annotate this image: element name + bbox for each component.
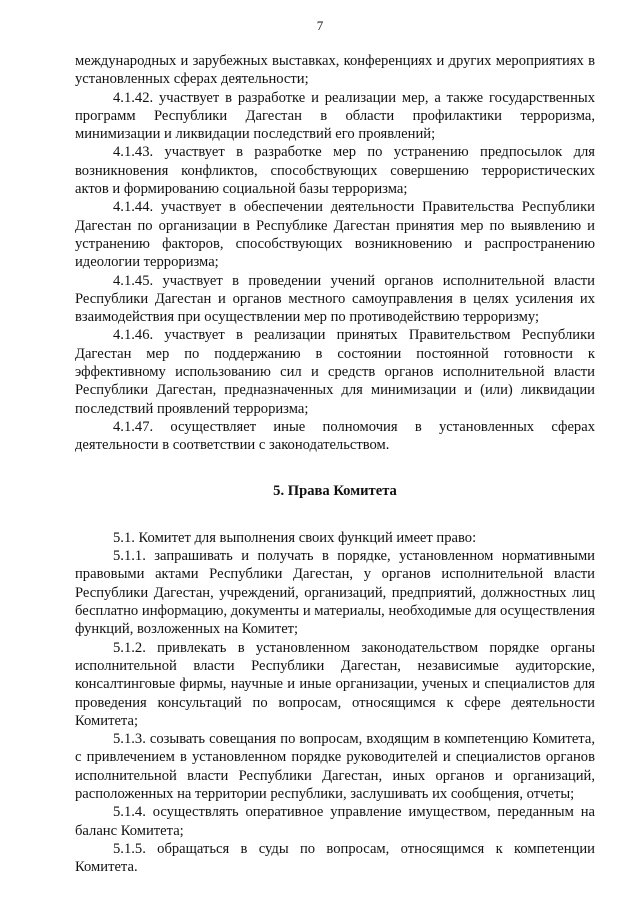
section-heading: 5. Права Комитета (273, 482, 397, 499)
paragraph-4-1-46: 4.1.46. участвует в реализации принятых Правительством Республики Дагестан мер по поддержанию в состоянии постоянной готовности к эффективному использованию сил и средств органов исполнительной власти Республики Дагестан, предназначенных для минимизации и (или) ликвидации последствий проявлений терроризма; (75, 327, 595, 417)
paragraph-5-1-3: 5.1.3. созывать совещания по вопросам, входящим в компетенцию Комитета, с привлечением в установленном порядке руководителей и специалистов органов исполнительной власти Республики Дагестан, иных органов и организаций, расположенных на территории республики, заслушивать их сообщения, отчеты; (75, 731, 595, 802)
paragraph-5-1: 5.1. Комитет для выполнения своих функций имеет право: (113, 529, 477, 546)
page-number: 7 (316, 18, 324, 33)
paragraph-5-1-5: 5.1.5. обращаться в суды по вопросам, относящимся к компетенции Комитета. (75, 840, 595, 876)
paragraph-4-1-44: 4.1.44. участвует в обеспечении деятельности Правительства Республики Дагестан по организации в Республике Дагестан принятия мер по выявлению и устранению факторов, способствующих возникновению и распространению идеологии терроризма; (75, 199, 595, 271)
paragraph-5-1-2: 5.1.2. привлекать в установленном законодательством порядке органы исполнительной власти Республики Дагестан, независимые аудиторские, консалтинговые фирмы, научные и иные организации, ученых и специалистов для проведения консультаций по вопросам, относящимся к сфере деятельности Комитета; (75, 639, 595, 729)
paragraph-4-1-42: 4.1.42. участвует в разработке и реализации мер, а также государственных программ Республики Дагестан в области профилактики терроризма, минимизации и ликвидации последствий его проявлений; (75, 89, 595, 143)
paragraph-continuation: международных и зарубежных выставках, конференциях и других мероприятиях в установленных сферах деятельности; (75, 53, 595, 88)
paragraph-5-1-4: 5.1.4. осуществлять оперативное управление имуществом, переданным на баланс Комитета; (75, 804, 595, 839)
paragraph-4-1-43: 4.1.43. участвует в разработке мер по устранению предпосылок для возникновения конфликтов, способствующих совершению террористических актов и формированию социальной базы терроризма; (75, 144, 595, 198)
paragraph-4-1-45: 4.1.45. участвует в проведении учений органов исполнительной власти Республики Дагестан и органов местного самоуправления в целях усиления их взаимодействия при осуществлении мер по противодействию терроризму; (75, 272, 595, 326)
document-body (75, 52, 595, 876)
paragraph-4-1-47: 4.1.47. осуществляет иные полномочия в установленных сферах деятельности в соответствии с законодательством. (75, 418, 595, 454)
paragraph-5-1-1: 5.1.1. запрашивать и получать в порядке, установленном нормативными правовыми актами Республики Дагестан, у органов исполнительной власти Республики Дагестан, учреждений, организаций, предприятий, должностных лиц бесплатно информацию, документы и материалы, необходимые для осуществления функций, возложенных на Комитет; (75, 548, 595, 638)
